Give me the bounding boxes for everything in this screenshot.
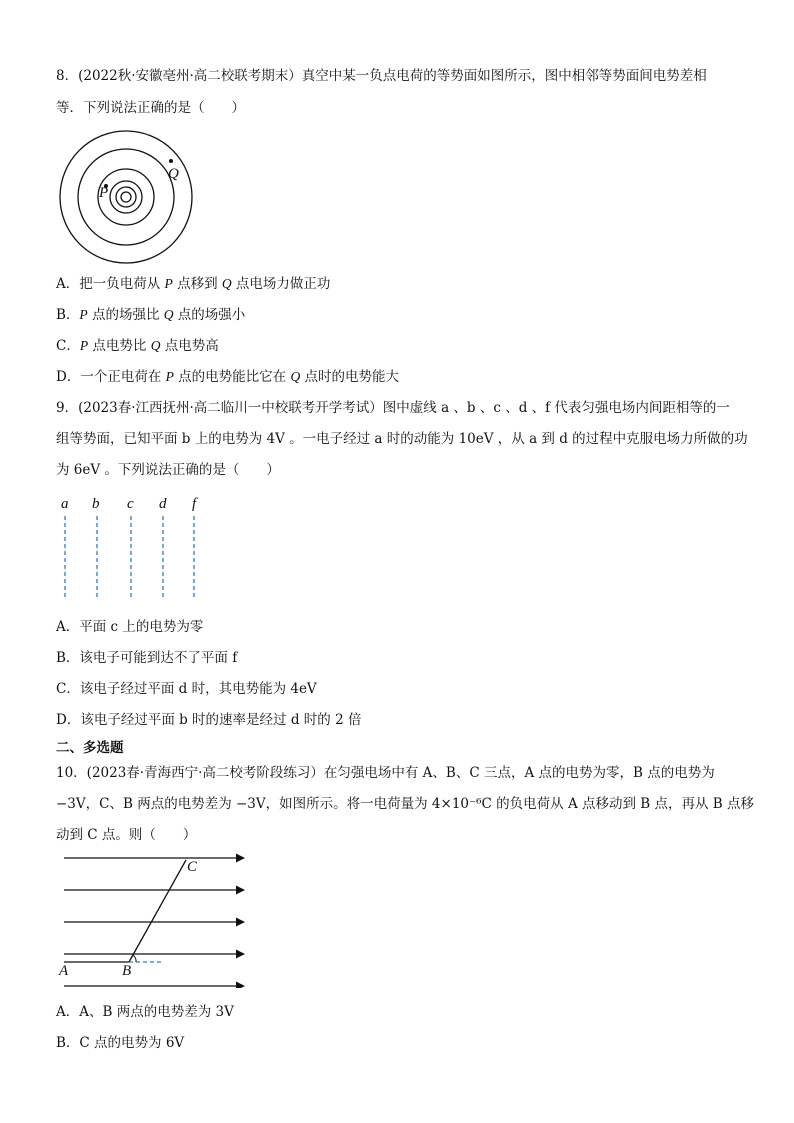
q9-stem-line2: 组等势面，已知平面 b 上的电势为 4V 。一电子经过 a 时的动能为 10eV ，从 a 到 d 的过程中克服电场力所做的功 (56, 431, 748, 447)
q8-option-a[interactable]: A．把一负电荷从 P 点移到 Q 点电场力做正功 (56, 276, 331, 292)
label-B: B (122, 963, 132, 979)
q10-stem-line2: −3V，C、B 两点的电势差为 −3V，如图所示。将一电荷量为 4×10⁻⁶C 的负电荷从 A 点移动到 B 点，再从 B 点移 (56, 796, 754, 812)
plane-label-b: b (92, 496, 100, 512)
point-Q-dot (169, 159, 173, 163)
q9-option-c[interactable]: C．该电子经过平面 d 时，其电势能为 4eV (56, 681, 317, 697)
section-title: 二、多选题 (56, 740, 124, 756)
q8-stem-line1: 8．(2022秋·安徽亳州·高二校联考期末）真空中某一负点电荷的等势面如图所示，图中相邻等势面间电势差相 (56, 68, 707, 84)
q8-stem-line2: 等．下列说法正确的是（ ） (56, 100, 245, 116)
q10-field-lines-diagram (56, 848, 251, 988)
plane-label-d: d (159, 496, 167, 512)
q8-option-b[interactable]: B．P 点的场强比 Q 点的场强小 (56, 307, 246, 323)
equipotential-circle-1 (60, 131, 192, 263)
equipotential-circle-6 (121, 192, 131, 202)
q9-stem-line3: 为 6eV 。下列说法正确的是（ ） (56, 462, 280, 478)
plane-label-a: a (61, 496, 69, 512)
q8-option-c[interactable]: C．P 点电势比 Q 点电势高 (56, 338, 219, 354)
segment-BC (129, 860, 186, 962)
q10-stem-line3: 动到 C 点。则（ ） (56, 827, 197, 843)
q8-option-d[interactable]: D．一个正电荷在 P 点的电势能比它在 Q 点时的电势能大 (56, 369, 400, 385)
label-A: A (59, 963, 69, 979)
label-Q: Q (168, 166, 179, 182)
equipotential-circle-4 (110, 181, 142, 213)
angle-arc (133, 955, 136, 962)
q9-option-b[interactable]: B．该电子可能到达不了平面 f (56, 650, 238, 666)
q9-option-a[interactable]: A．平面 c 上的电势为零 (56, 619, 204, 635)
equipotential-circle-5 (116, 187, 136, 207)
q10-stem-line1: 10．(2023春·青海西宁·高二校考阶段练习）在匀强电场中有 A、B、C 三点，A 点的电势为零，B 点的电势为 (56, 765, 715, 781)
q8-equipotential-diagram (58, 130, 194, 266)
q10-option-a[interactable]: A．A、B 两点的电势差为 3V (56, 1004, 234, 1020)
plane-label-c: c (127, 496, 134, 512)
plane-label-f: f (192, 496, 197, 512)
equipotential-circle-2 (78, 149, 174, 245)
q9-stem-line1: 9．(2023春·江西抚州·高二临川一中校联考开学考试）图中虚线 a 、b 、c 、d 、f 代表匀强电场内间距相等的一 (56, 400, 730, 416)
q9-equipotential-planes-diagram (56, 490, 216, 602)
q10-option-b[interactable]: B．C 点的电势为 6V (56, 1035, 185, 1051)
label-P: P (99, 185, 109, 201)
label-C: C (187, 859, 198, 875)
q9-option-d[interactable]: D．该电子经过平面 b 时的速率是经过 d 时的 2 倍 (56, 712, 362, 728)
